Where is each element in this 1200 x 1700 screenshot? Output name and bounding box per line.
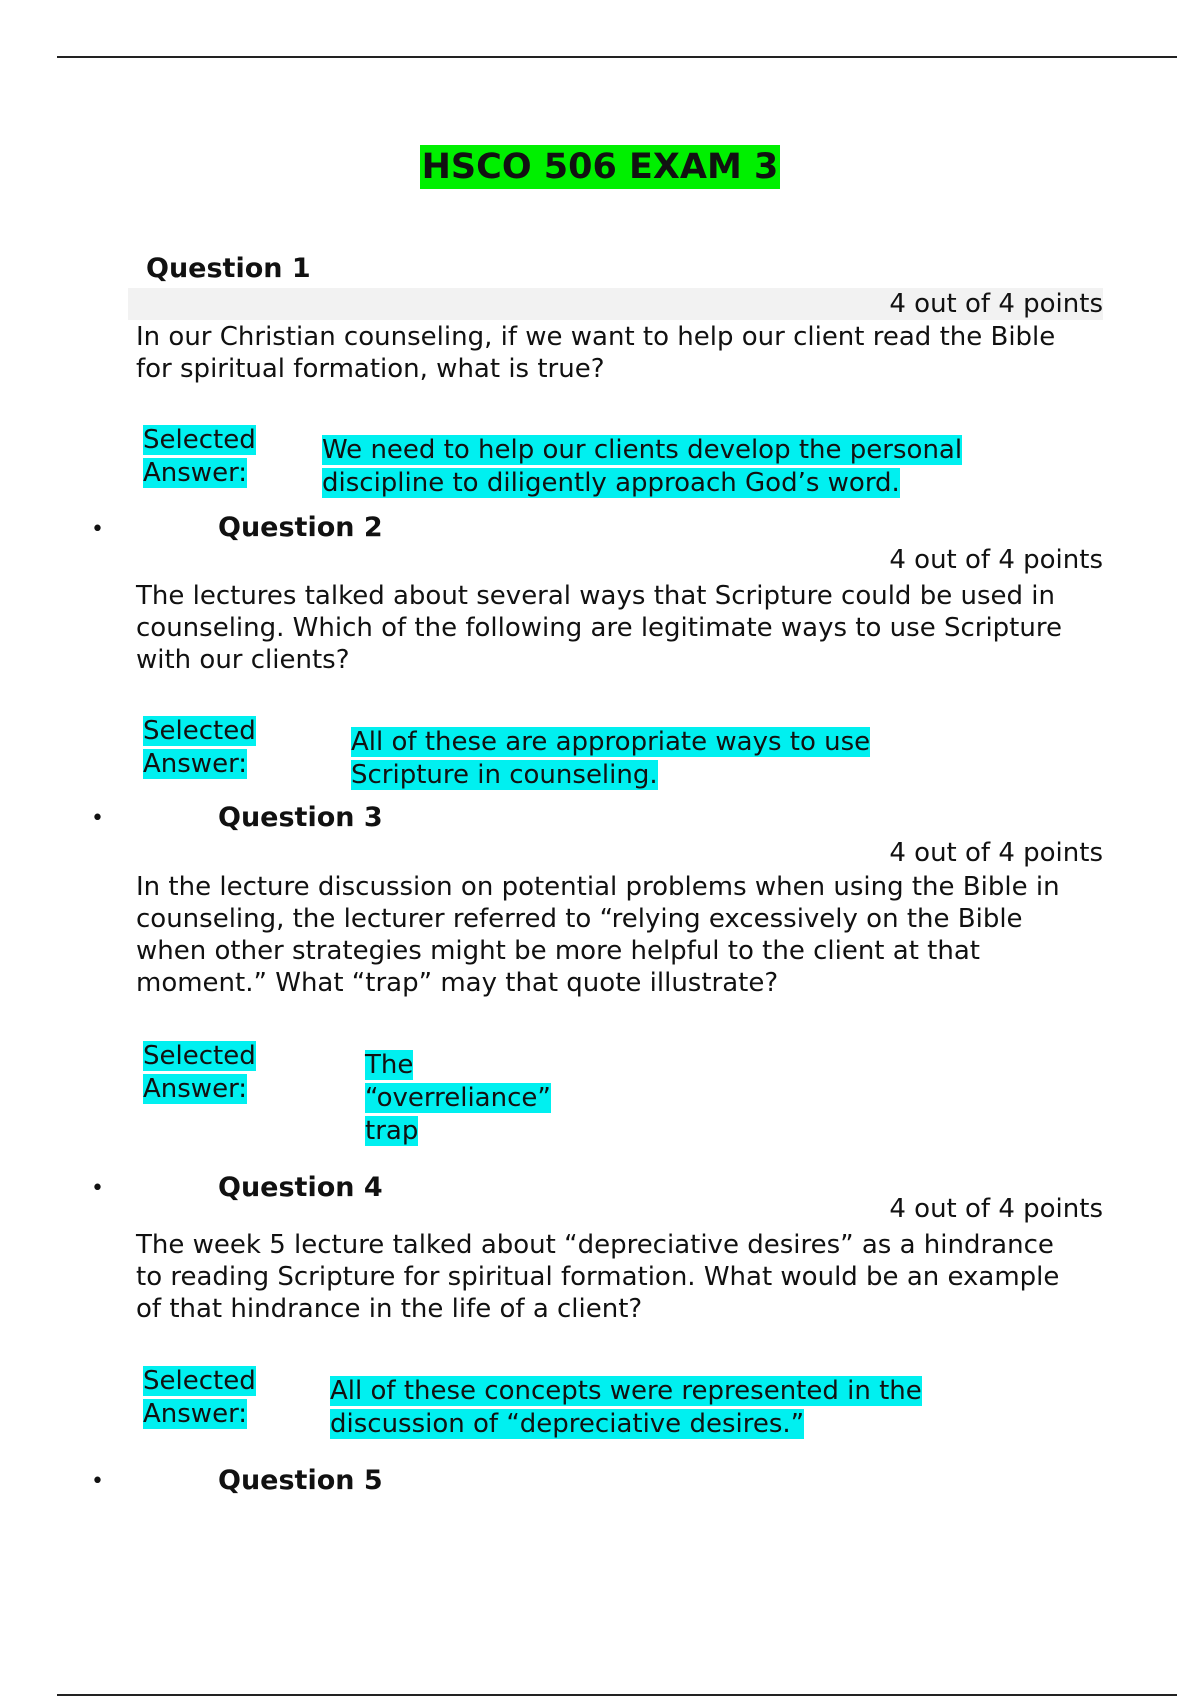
title-wrap — [0, 145, 1200, 189]
question-2-points: 4 out of 4 points — [889, 545, 1103, 575]
question-1-answer: We need to help our clients develop the personal discipline to diligently approach God’s word. — [322, 435, 963, 498]
question-1-points: 4 out of 4 points — [128, 288, 1103, 320]
question-4-points: 4 out of 4 points — [889, 1194, 1103, 1224]
question-4-text: The week 5 lecture talked about “depreciative desires” as a hindrance to reading Scripture for spiritual formation. What would be an example of that hindrance in the life of a client? — [136, 1230, 1060, 1324]
question-3-selected-label: Selected Answer: — [143, 1041, 256, 1104]
question-4-bullet: • — [91, 1176, 104, 1201]
question-1-heading: Question 1 — [146, 253, 311, 284]
exam-title: HSCO 506 EXAM 3 — [421, 147, 779, 187]
question-3-answer: The “overreliance” trap — [365, 1050, 551, 1146]
question-1-selected-label: Selected Answer: — [143, 425, 256, 488]
bottom-rule — [57, 1694, 1177, 1696]
question-3-text: In the lecture discussion on potential problems when using the Bible in counseling, the lecturer referred to “relying excessively on the Bible when other strategies might be more helpful to the client at that moment.” What “trap” may that quote illustrate? — [136, 872, 1060, 998]
question-2-answer: All of these are appropriate ways to use Scripture in counseling. — [351, 727, 871, 790]
question-3-bullet: • — [91, 806, 104, 831]
question-2-selected-label: Selected Answer: — [143, 716, 256, 779]
question-4-selected-label: Selected Answer: — [143, 1366, 256, 1429]
question-4-answer: All of these concepts were represented in the discussion of “depreciative desires.” — [330, 1376, 922, 1439]
question-4-heading: Question 4 — [218, 1172, 383, 1203]
question-1-text: In our Christian counseling, if we want to help our client read the Bible for spiritual formation, what is true? — [136, 322, 1056, 384]
question-5-bullet: • — [91, 1469, 104, 1494]
question-3-heading: Question 3 — [218, 802, 383, 833]
question-5-heading: Question 5 — [218, 1465, 383, 1496]
question-2-bullet: • — [91, 517, 104, 542]
top-rule — [57, 56, 1177, 58]
question-2-text: The lectures talked about several ways that Scripture could be used in counseling. Which of the following are legitimate ways to use Scripture with our clients? — [136, 581, 1062, 675]
question-2-heading: Question 2 — [218, 512, 383, 543]
question-3-points: 4 out of 4 points — [889, 838, 1103, 868]
